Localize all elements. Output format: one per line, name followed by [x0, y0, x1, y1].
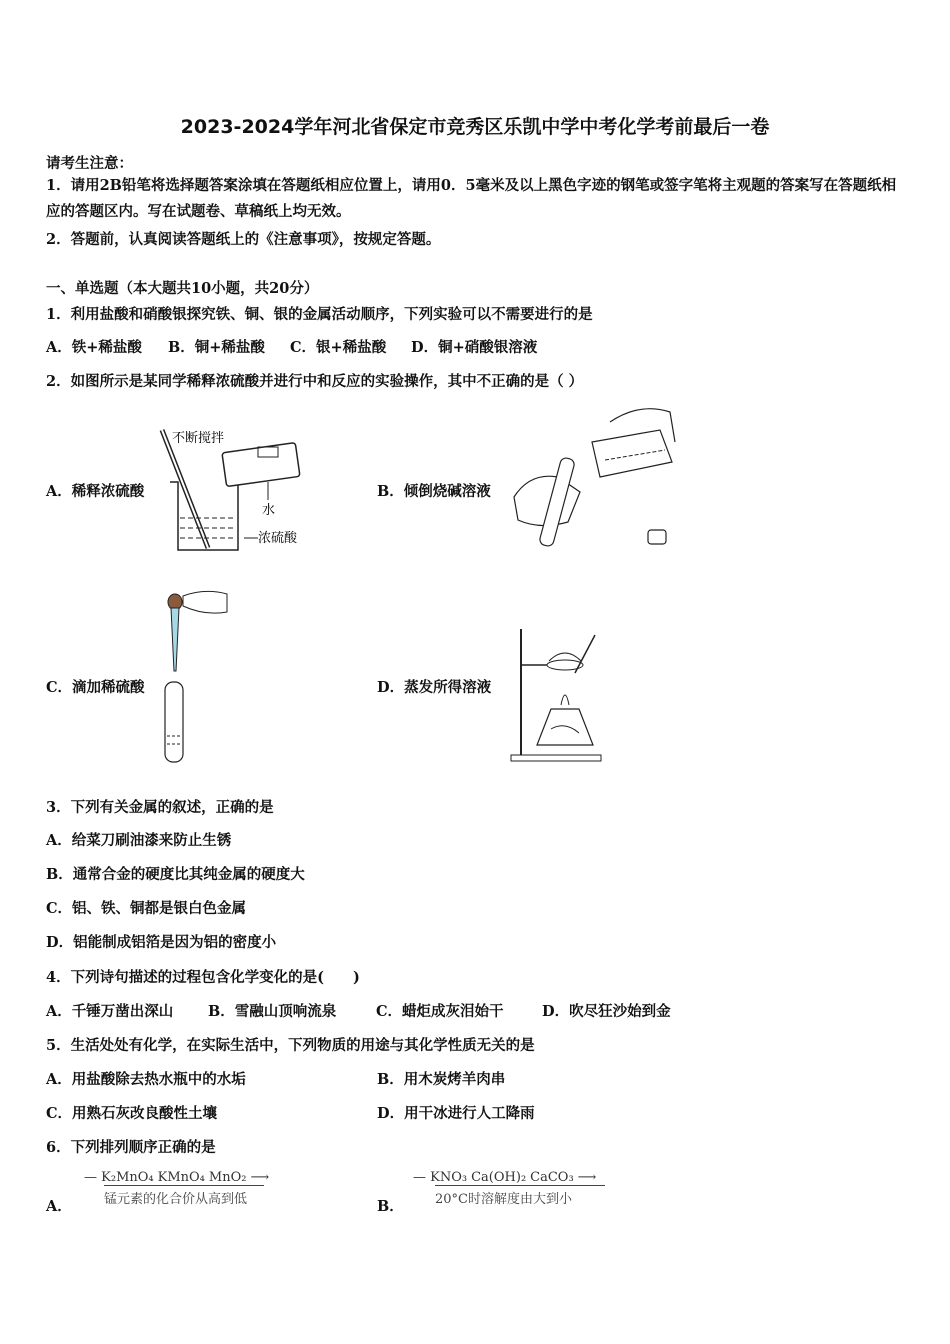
label-stir: 不断搅拌 [172, 431, 225, 446]
figure-dilute-acid [158, 420, 308, 560]
question-4-stem: 4．下列诗句描述的过程包含化学变化的是( ) [46, 969, 360, 986]
seq-a-item-3: MnO₂ [208, 1170, 247, 1185]
q3-option-c[interactable]: C．铝、铁、铜都是银白色金属 [46, 900, 247, 917]
sequence-a: — K₂MnO₄ KMnO₄ MnO₂ ⟶ 锰元素的化合价从高到低 [84, 1170, 270, 1207]
section-heading: 一、单选题（本大题共10小题，共20分） [46, 280, 319, 297]
q2-option-d[interactable]: D．蒸发所得溶液 [377, 679, 492, 696]
q1-option-b[interactable]: B．铜+稀盐酸 [168, 339, 265, 356]
q1-option-c[interactable]: C．银+稀盐酸 [290, 339, 387, 356]
question-2-stem: 2．如图所示是某同学稀释浓硫酸并进行中和反应的实验操作，其中不正确的是（ ） [46, 373, 584, 390]
q2-option-a[interactable]: A．稀释浓硫酸 [46, 483, 145, 500]
q3-option-d[interactable]: D．铝能制成铝箔是因为铝的密度小 [46, 934, 277, 951]
q6-option-b[interactable]: B． [377, 1198, 404, 1215]
label-acid: 浓硫酸 [258, 531, 298, 546]
seq-b-item-2: Ca(OH)₂ [471, 1170, 527, 1185]
seq-a-item-2: KMnO₄ [157, 1170, 205, 1185]
q4-option-c[interactable]: C．蜡炬成灰泪始干 [376, 1003, 504, 1020]
seq-a-item-1: K₂MnO₄ [101, 1170, 154, 1185]
q5-option-a[interactable]: A．用盐酸除去热水瓶中的水垢 [46, 1071, 246, 1088]
label-water: 水 [262, 503, 276, 518]
sequence-b: — KNO₃ Ca(OH)₂ CaCO₃ ⟶ 20°C时溶解度由大到小 [413, 1170, 605, 1207]
seq-a-caption: 锰元素的化合价从高到低 [104, 1185, 264, 1207]
q5-option-d[interactable]: D．用干冰进行人工降雨 [377, 1105, 535, 1122]
notice-item-2: 2．答题前，认真阅读答题纸上的《注意事项》，按规定答题。 [46, 231, 441, 248]
q3-option-b[interactable]: B．通常合金的硬度比其纯金属的硬度大 [46, 866, 305, 883]
q2-option-b[interactable]: B．倾倒烧碱溶液 [377, 483, 491, 500]
q3-option-a[interactable]: A．给菜刀刷油漆来防止生锈 [46, 832, 232, 849]
q4-option-b[interactable]: B．雪融山顶响流泉 [208, 1003, 337, 1020]
seq-b-caption: 20°C时溶解度由大到小 [435, 1185, 605, 1207]
question-1-stem: 1．利用盐酸和硝酸银探究铁、铜、银的金属活动顺序，下列实验可以不需要进行的是 [46, 306, 593, 323]
q2-option-c[interactable]: C．滴加稀硫酸 [46, 679, 145, 696]
notice-item-1: 1．请用2B铅笔将选择题答案涂填在答题纸相应位置上，请用0．5毫米及以上黑色字迹的钢笔或签字笔将主观题的答案写在答题纸相应的答题区内。写在试题卷、草稿纸上均无效。 [46, 177, 897, 220]
q4-option-d[interactable]: D．吹尽狂沙始到金 [542, 1003, 671, 1020]
q4-option-a[interactable]: A．千锤万凿出深山 [46, 1003, 174, 1020]
page-title: 2023-2024学年河北省保定市竞秀区乐凯中学中考化学考前最后一卷 [180, 116, 770, 138]
q6-option-a[interactable]: A． [46, 1198, 72, 1215]
question-6-stem: 6．下列排列顺序正确的是 [46, 1139, 216, 1156]
figure-pour-solution [510, 402, 680, 557]
seq-b-item-1: KNO₃ [430, 1170, 468, 1185]
q5-option-c[interactable]: C．用熟石灰改良酸性土壤 [46, 1105, 218, 1122]
question-3-stem: 3．下列有关金属的叙述，正确的是 [46, 799, 274, 816]
question-5-stem: 5．生活处处有化学，在实际生活中，下列物质的用途与其化学性质无关的是 [46, 1037, 535, 1054]
figure-evaporation [505, 625, 605, 765]
notice-heading: 请考生注意： [46, 155, 133, 172]
figure-dropper [155, 586, 235, 766]
q5-option-b[interactable]: B．用木炭烤羊肉串 [377, 1071, 506, 1088]
seq-b-item-3: CaCO₃ [530, 1170, 574, 1185]
q1-option-a[interactable]: A．铁+稀盐酸 [46, 339, 142, 356]
q1-option-d[interactable]: D．铜+硝酸银溶液 [411, 339, 538, 356]
